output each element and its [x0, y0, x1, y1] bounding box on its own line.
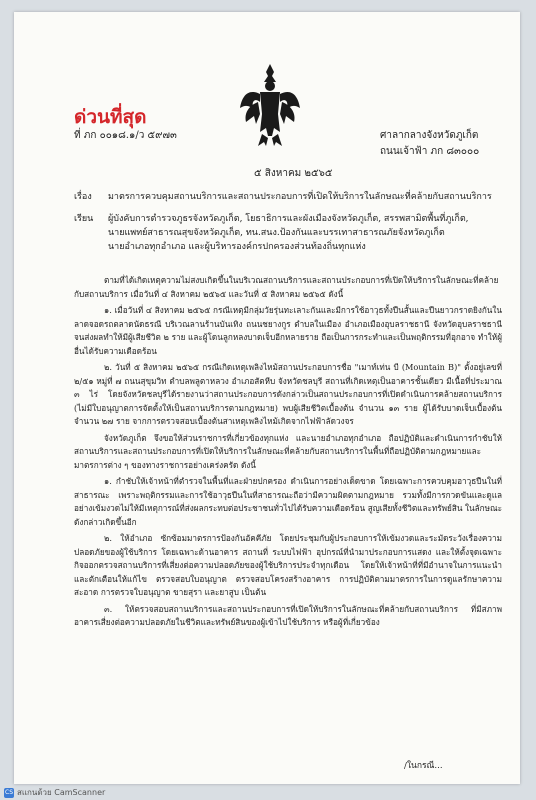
continuation-marker: /ในกรณี... [404, 761, 443, 771]
garuda-emblem-icon [238, 62, 302, 148]
camscanner-icon: CS [5, 788, 13, 796]
recipient-row [74, 212, 504, 252]
subject-row [74, 190, 504, 204]
body-paragraph: ๒. วันที่ ๕ สิงหาคม ๒๕๖๕ กรณีเกิดเหตุเพลิงไหม้สถานประกอบการชื่อ "เมาท์เท่น บี (Mountain B)" ตั้งอยู่เลขที่ ๒/๕๑ หมู่ที่ ๗ ถนนสุขุมวิท ตำบลพลูตาหลวง อำเภอสัตหีบ จังหวัดชลบุรี สถานที่เกิดเหตุเป็นอาคารชั้นเดียว มีเนื้อที่ประมาณ ๓ ไร่ โดยจังหวัดชลบุรีได้รายงานว่าสถานประกอบการดังกล่าวเป็นสถานประกอบการที่เปิดดำเนินการคล้ายสถานบริการ (ไม่มีใบอนุญาตการจัดตั้งให้เป็นสถานบริการตามกฎหมาย) พบผู้เสียชีวิตเบื้องต้น จำนวน ๑๓ ราย ผู้ได้รับบาดเจ็บเบื้องต้น จำนวน ๒๗ ราย จากการตรวจสอบเบื้องต้นสาเหตุเพลิงไหม้เกิดจากไฟฟ้าลัดวงจร [74, 362, 502, 426]
recipient-line-3: นายอำเภอทุกอำเภอ และผู้บริหารองค์กรปกครองส่วนท้องถิ่นทุกแห่ง [108, 242, 366, 252]
subject-label: เรื่อง [74, 192, 92, 202]
urgent-label: ด่วนที่สุด [74, 106, 147, 128]
document-number: ที่ ภก ๐๐๑๘.๑/ว ๕๙๗๓ [74, 130, 177, 141]
document-page [14, 12, 520, 784]
recipient-line-2: นายแพทย์สาธารณสุขจังหวัดภูเก็ต, ทน.สนง.ป้องกันและบรรเทาสาธารณภัยจังหวัดภูเก็ต [108, 228, 445, 238]
body-paragraph: ตามที่ได้เกิดเหตุความไม่สงบเกิดขึ้นในบริเวณสถานบริการและสถานประกอบการที่เปิดให้บริการในลักษณะที่คล้ายกับสถานบริการ เมื่อวันที่ ๔ สิงหาคม ๒๕๖๕ และวันที่ ๕ สิงหาคม ๒๕๖๕ ดังนี้ [74, 275, 499, 299]
subject-text: มาตรการควบคุมสถานบริการและสถานประกอบการที่เปิดให้บริการในลักษณะที่คล้ายกับสถานบริการ [108, 192, 492, 202]
recipient-label: เรียน [74, 214, 94, 224]
body-paragraph: ๓. ให้ตรวจสอบสถานบริการและสถานประกอบการที่เปิดให้บริการในลักษณะที่คล้ายกับสถานบริการ ที่มีสภาพอาคารเสี่ยงต่อความปลอดภัยในชีวิตและทรัพย์สินของผู้เข้าไปใช้บริการ หรือผู้ที่เกี่ยวข้อง [74, 603, 502, 627]
office-address [380, 128, 479, 160]
scanner-text: สแกนด้วย CamScanner [17, 788, 106, 797]
body-paragraph: ๑. กำชับให้เจ้าหน้าที่ตำรวจในพื้นที่และฝ่ายปกครอง ดำเนินการอย่างเด็ดขาด โดยเฉพาะการควบคุมอาวุธปืนในที่สาธารณะ เพราะพฤติกรรมและการใช้อาวุธปืนในที่สาธารณะถือว่ามีความผิดตามกฎหมาย รวมทั้งมีการกวดขันและดูแลอย่างเข้มงวดไม่ให้มีเหตุการณ์ที่ส่งผลกระทบต่อประชาชนทั่วไปได้รับความเดือดร้อน สูญเสียทั้งชีวิตและทรัพย์สิน ในลักษณะดังกล่าวเกิดขึ้นอีก [74, 476, 503, 527]
recipient-line-1: ผู้บังคับการตำรวจภูธรจังหวัดภูเก็ต, โยธาธิการและผังเมืองจังหวัดภูเก็ต, สรรพสามิตพื้นที่ภูเก็ต, [108, 214, 469, 224]
document-body [74, 274, 502, 633]
body-paragraph: ๑. เมื่อวันที่ ๔ สิงหาคม ๒๕๖๕ กรณีเหตุมีกลุ่มวัยรุ่นทะเลาะกันและมีการใช้อาวุธทั้งปืนสั้นและปืนยาวกราดยิงกันในลาดจอดรถตลาดนัดธรณี บริเวณลานร้านบันเทิง ถนนชยางกูร ตำบลในเมือง อำเภอเมืองอุบลราชธานี จังหวัดอุบลราชธานี จนส่งผลทำให้มีผู้เสียชีวิต ๒ ราย และผู้โดนลูกหลงบาดเจ็บอีกหลายราย ถือเป็นการกระทำและเป็นพฤติกรรมที่อุกอาจ ทำให้ผู้อื่นได้รับความเดือดร้อน [74, 305, 502, 356]
body-paragraph: จังหวัดภูเก็ต จึงขอให้ส่วนราชการที่เกี่ยวข้องทุกแห่ง และนายอำเภอทุกอำเภอ ถือปฏิบัติและดำเนินการกำชับให้สถานบริการและสถานประกอบการที่เปิดให้บริการในลักษณะที่คล้ายกับสถานบริการในพื้นที่ถือปฏิบัติตามกฎหมายและมาตรการต่าง ๆ ของทางราชการอย่างเคร่งครัด ดังนี้ [74, 432, 502, 470]
body-paragraph: ๒. ให้อำเภอ ซักซ้อมมาตรการป้องกันอัคคีภัย โดยประชุมกับผู้ประกอบการให้เข้มงวดและระมัดระวังเรื่องความปลอดภัยของผู้ใช้บริการ โดยเฉพาะด้านอาคาร สถานที่ ระบบไฟฟ้า อุปกรณ์ที่นำมาประกอบการแสดง และให้ตั้งจุดเฉพาะกิจออกตรวจสถานบริการที่เสี่ยงต่อความปลอดภัยของผู้ใช้บริการประจำทุกเดือน โดยให้เจ้าหน้าที่ที่มีอำนาจในการแนะนำและตักเตือนให้แก้ไข ตรวจสอบใบอนุญาต ตรวจสอบโครงสร้างอาคาร การปฏิบัติตามมาตรการในการดูแลรักษาความสะอาด การตรวจใบอนุญาต ขายสุรา และยาสูบ เป็นต้น [74, 533, 502, 597]
office-line-2: ถนนเจ้าฟ้า ภก ๘๓๐๐๐ [380, 146, 480, 157]
office-line-1: ศาลากลางจังหวัดภูเก็ต [380, 130, 479, 141]
document-date: ๕ สิงหาคม ๒๕๖๕ [254, 168, 333, 179]
scanner-watermark [4, 786, 105, 799]
